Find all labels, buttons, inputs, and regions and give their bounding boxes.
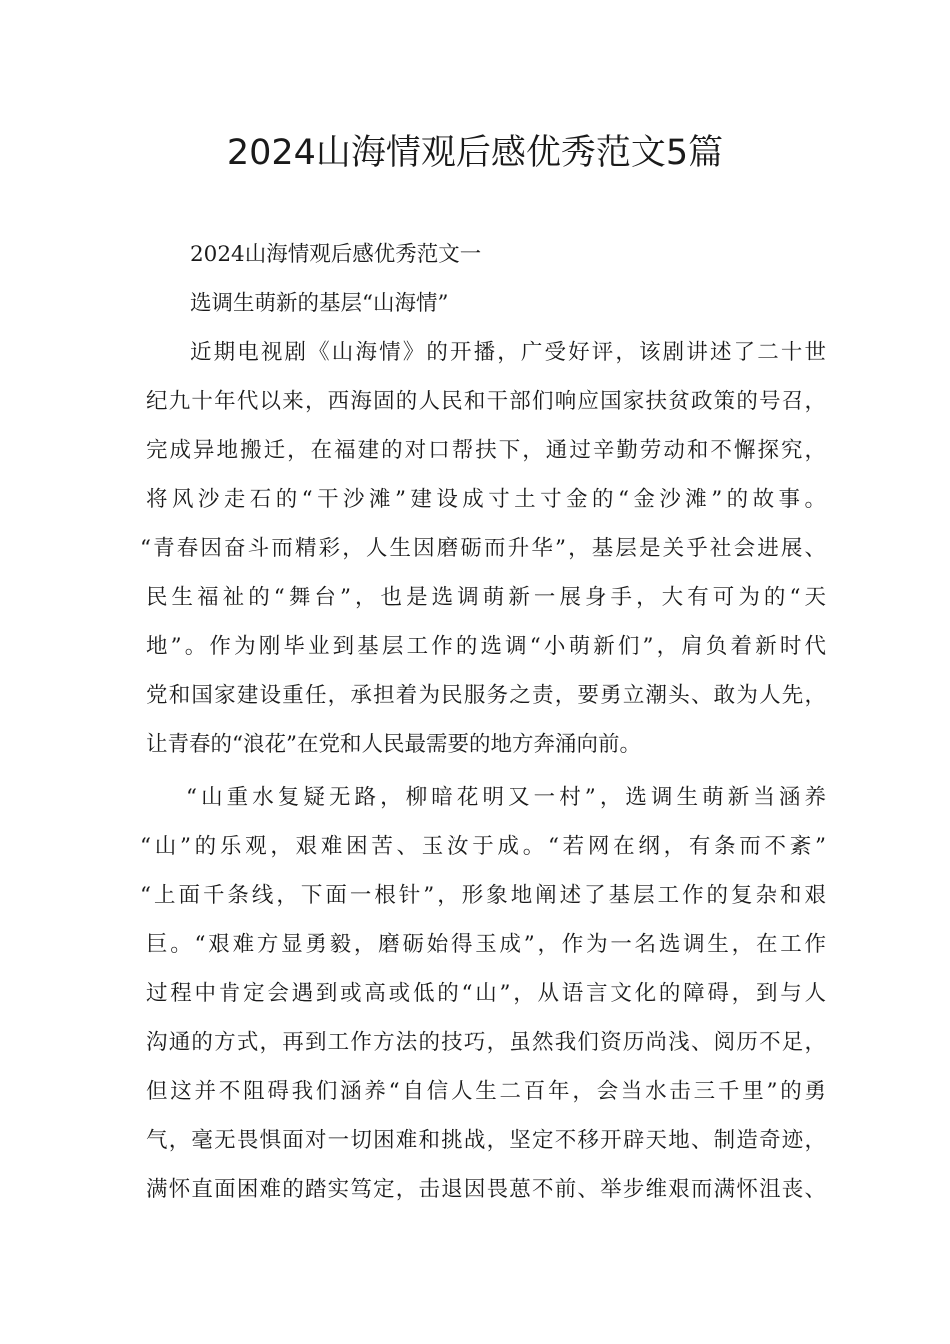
- document-body: [140, 230, 826, 1214]
- section-title: 2024山海情观后感优秀范文一: [190, 242, 482, 267]
- paragraph-line: 过程中肯定会遇到或高或低的“山”，从语言文化的障碍，到与人: [146, 981, 826, 1006]
- paragraph-line: 纪九十年代以来，西海固的人民和干部们响应国家扶贫政策的号召，: [146, 389, 826, 414]
- paragraph-line: 将风沙走石的“干沙滩”建设成寸土寸金的“金沙滩”的故事。: [146, 487, 826, 512]
- paragraph-line: 党和国家建设重任，承担着为民服务之责，要勇立潮头、敢为人先，: [146, 683, 826, 708]
- paragraph-line: 完成异地搬迁，在福建的对口帮扶下，通过辛勤劳动和不懈探究，: [146, 438, 826, 463]
- paragraph-line: 巨。“艰难方显勇毅，磨砺始得玉成”，作为一名选调生，在工作: [146, 932, 826, 957]
- paragraph-line: 民生福祉的“舞台”，也是选调萌新一展身手，大有可为的“天: [146, 585, 826, 610]
- paragraph-line: 气，毫无畏惧面对一切困难和挑战，坚定不移开辟天地、制造奇迹，: [146, 1128, 826, 1153]
- paragraph-line: “上面千条线，下面一根针”，形象地阐述了基层工作的复杂和艰: [140, 883, 826, 908]
- paragraph-line: “山重水复疑无路，柳暗花明又一村”，选调生萌新当涵养: [186, 785, 826, 810]
- paragraph-line: 满怀直面困难的踏实笃定，击退因畏葸不前、举步维艰而满怀沮丧、: [146, 1177, 826, 1202]
- paragraph-line: 近期电视剧《山海情》的开播，广受好评，该剧讲述了二十世: [190, 340, 826, 365]
- article-subtitle: 选调生萌新的基层“山海情”: [190, 291, 449, 316]
- paragraph-line: “山”的乐观，艰难困苦、玉汝于成。“若网在纲，有条而不紊”: [140, 834, 826, 859]
- paragraph-line: 地”。作为刚毕业到基层工作的选调“小萌新们”，肩负着新时代: [146, 634, 826, 659]
- paragraph-line: 但这并不阻碍我们涵养“自信人生二百年，会当水击三千里”的勇: [146, 1079, 826, 1104]
- paragraph-line: 沟通的方式，再到工作方法的技巧，虽然我们资历尚浅、阅历不足，: [146, 1030, 826, 1055]
- paragraph-line: 让青春的“浪花”在党和人民最需要的地方奔涌向前。: [146, 732, 641, 757]
- document-title: 2024山海情观后感优秀范文5篇: [226, 133, 724, 173]
- paragraph-line: “青春因奋斗而精彩，人生因磨砺而升华”，基层是关乎社会进展、: [140, 536, 826, 561]
